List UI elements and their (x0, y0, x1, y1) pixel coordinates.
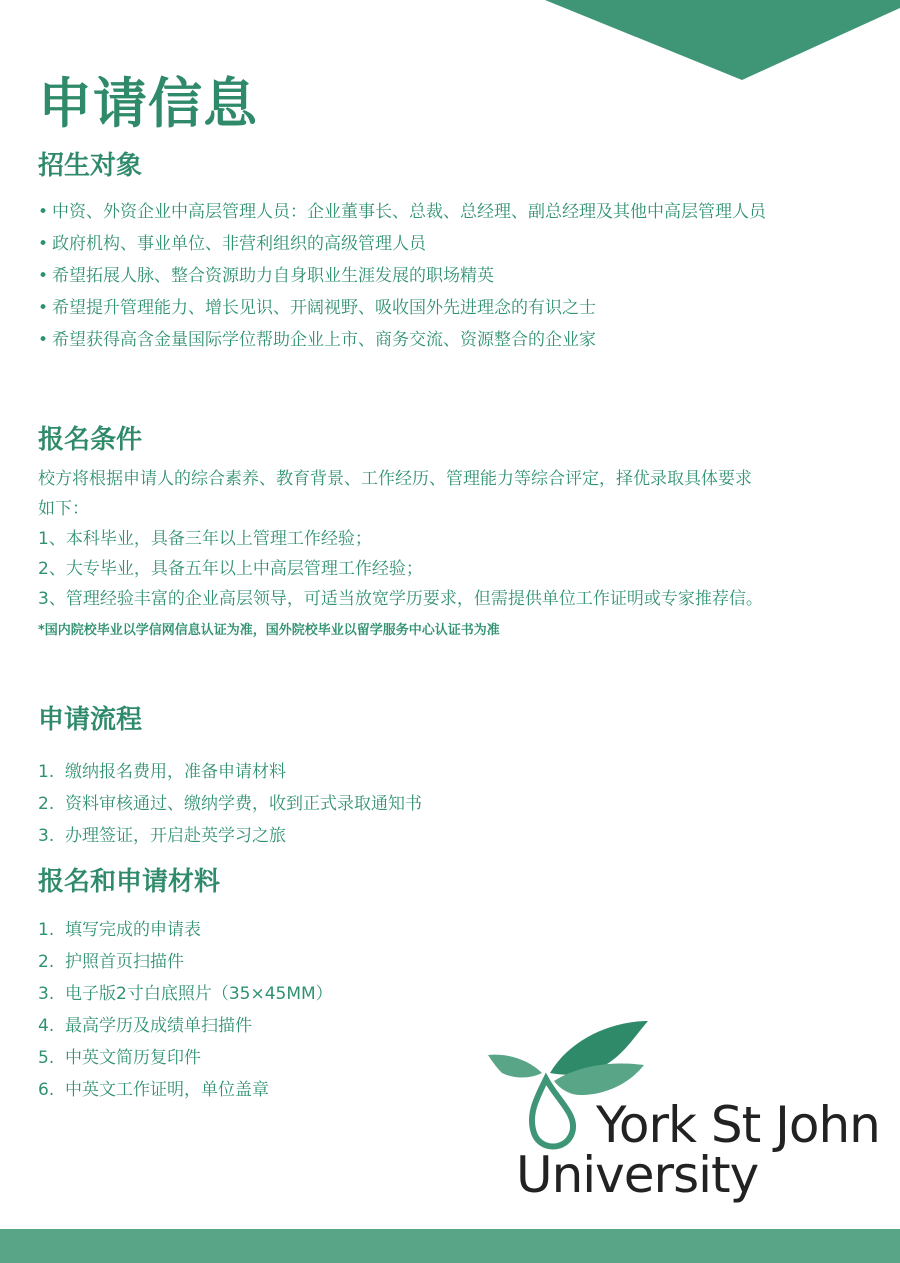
item-text: 填写完成的申请表 (65, 920, 201, 940)
item-text: 最高学历及成绩单扫描件 (65, 1016, 252, 1036)
item-number: 4. (38, 1016, 55, 1036)
list-item: • 政府机构、事业单位、非营利组织的高级管理人员 (38, 228, 768, 260)
list-item (38, 914, 768, 946)
section-heading-conditions: 报名条件 (38, 425, 143, 455)
logo-line-1: York St John (596, 1096, 880, 1154)
section-heading-target: 招生对象 (38, 151, 143, 181)
condition-item: 2、大专毕业，具备五年以上中高层管理工作经验； (38, 559, 423, 579)
section-heading-process: 申请流程 (38, 705, 143, 735)
list-item: • 希望获得高含金量国际学位帮助企业上市、商务交流、资源整合的企业家 (38, 324, 768, 356)
university-logo (484, 1015, 884, 1215)
item-text: 中英文工作证明，单位盖章 (65, 1080, 269, 1100)
item-text: 办理签证，开启赴英学习之旅 (65, 826, 286, 846)
list-item: • 希望提升管理能力、增长见识、开阔视野、吸收国外先进理念的有识之士 (38, 292, 768, 324)
item-text: 缴纳报名费用，准备申请材料 (65, 762, 286, 782)
item-number: 5. (38, 1048, 55, 1068)
item-text: 中英文简历复印件 (65, 1048, 201, 1068)
logo-line-2: University (516, 1146, 759, 1204)
item-text: 资料审核通过、缴纳学费，收到正式录取通知书 (65, 794, 422, 814)
item-number: 1. (38, 920, 55, 940)
item-number: 2. (38, 952, 55, 972)
page-title: 申请信息 (38, 72, 258, 135)
item-text: 护照首页扫描件 (65, 952, 184, 972)
item-number: 6. (38, 1080, 55, 1100)
conditions-note: *国内院校毕业以学信网信息认证为准，国外院校毕业以留学服务中心认证书为准 (38, 623, 500, 638)
condition-item: 3、管理经验丰富的企业高层领导，可适当放宽学历要求，但需提供单位工作证明或专家推荐信。 (38, 589, 763, 609)
list-item (38, 788, 768, 820)
list-item (38, 820, 768, 852)
conditions-intro: 校方将根据申请人的综合素养、教育背景、工作经历、管理能力等综合评定，择优录取具体要求如下： (38, 469, 752, 519)
conditions-block (38, 464, 768, 644)
list-item (38, 946, 768, 978)
item-number: 1. (38, 762, 55, 782)
target-audience-list (38, 196, 768, 356)
item-number: 3. (38, 984, 55, 1004)
list-item (38, 756, 768, 788)
bottom-bar (0, 1229, 900, 1263)
item-number: 2. (38, 794, 55, 814)
process-list (38, 756, 768, 852)
section-heading-materials: 报名和申请材料 (38, 867, 221, 897)
condition-item: 1、本科毕业，具备三年以上管理工作经验； (38, 529, 372, 549)
item-number: 3. (38, 826, 55, 846)
list-item: • 中资、外资企业中高层管理人员：企业董事长、总裁、总经理、副总经理及其他中高层管理人员 (38, 196, 768, 228)
item-text: 电子版2寸白底照片（35×45MM） (65, 984, 333, 1004)
list-item: • 希望拓展人脉、整合资源助力自身职业生涯发展的职场精英 (38, 260, 768, 292)
list-item (38, 978, 768, 1010)
